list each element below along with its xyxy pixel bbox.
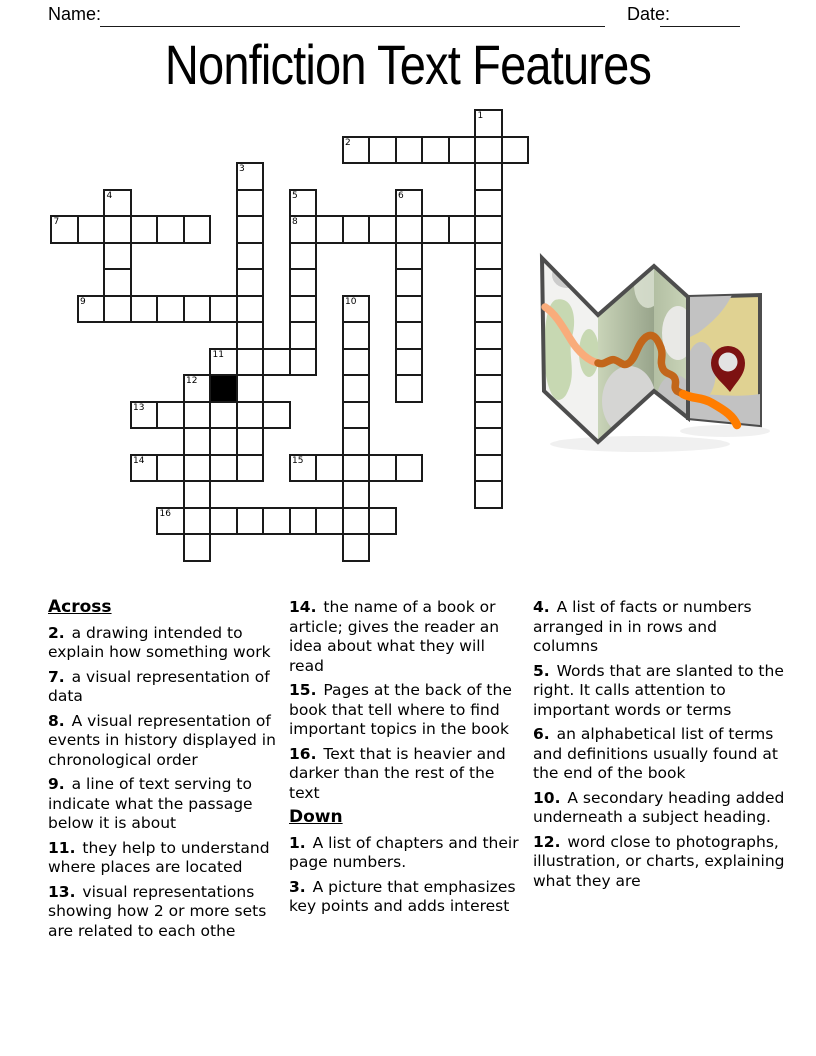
clue-down-12 (533, 833, 785, 892)
grid-cell[interactable] (474, 242, 503, 271)
grid-cell[interactable] (342, 507, 371, 536)
grid-cell[interactable] (156, 454, 185, 483)
grid-cell[interactable] (395, 454, 424, 483)
grid-cell[interactable] (289, 215, 318, 244)
grid-cell[interactable] (183, 480, 212, 509)
grid-cell[interactable] (183, 427, 212, 456)
grid-cell[interactable] (474, 189, 503, 218)
clue-text: Text that is heavier and darker than the rest of the text (289, 744, 506, 802)
location-pin-hole (719, 353, 738, 372)
clue-text: an alphabetical list of terms and definitions usually found at the end of the book (533, 725, 778, 782)
grid-cell[interactable] (474, 162, 503, 191)
grid-cell[interactable] (474, 454, 503, 483)
grid-cell[interactable] (289, 348, 318, 377)
date-label: Date: (627, 4, 671, 24)
grid-cell[interactable] (315, 507, 344, 536)
grid-cell[interactable] (156, 401, 185, 430)
grid-cell[interactable] (103, 295, 132, 324)
clue-number: 9. (48, 775, 65, 793)
grid-cell[interactable] (342, 427, 371, 456)
grid-cell[interactable] (183, 454, 212, 483)
grid-cell[interactable] (289, 507, 318, 536)
date-input-line[interactable] (660, 8, 740, 27)
across-header: Across (48, 597, 112, 617)
clues-column-2 (289, 598, 521, 922)
clue-text: the name of a book or article; gives the reader an idea about what they will read (289, 598, 500, 675)
clue-across-8 (48, 712, 280, 771)
grid-cell[interactable] (289, 189, 318, 218)
grid-cell[interactable] (421, 215, 450, 244)
grid-cell[interactable] (236, 189, 265, 218)
cell-number: 15 (292, 455, 304, 466)
grid-cell[interactable] (156, 215, 185, 244)
grid-cell[interactable] (289, 242, 318, 271)
cell-number: 9 (80, 296, 86, 307)
grid-cell[interactable] (474, 427, 503, 456)
grid-cell[interactable] (262, 348, 291, 377)
grid-cell[interactable] (342, 480, 371, 509)
grid-cell[interactable] (474, 401, 503, 430)
grid-cell[interactable] (236, 374, 265, 403)
grid-cell[interactable] (474, 109, 503, 138)
grid-cell[interactable] (156, 295, 185, 324)
cell-number: 4 (106, 190, 113, 201)
clue-number: 12. (533, 832, 561, 851)
map-gray-patch (686, 342, 716, 400)
grid-cell[interactable] (342, 215, 371, 244)
clue-number: 4. (533, 598, 550, 616)
grid-cell[interactable] (156, 507, 185, 536)
cell-number: 2 (345, 137, 351, 148)
clues-column-1 (48, 598, 280, 946)
clue-across-11 (48, 839, 280, 878)
clue-number: 10. (533, 788, 561, 807)
grid-cell[interactable] (103, 215, 132, 244)
cell-number: 16 (159, 508, 171, 519)
grid-cell[interactable] (236, 215, 265, 244)
grid-cell[interactable] (342, 295, 371, 324)
cell-number: 3 (239, 164, 245, 174)
clue-number: 3. (289, 877, 306, 896)
clue-across-14 (289, 598, 521, 676)
clue-across-13 (48, 883, 280, 942)
name-input-line[interactable] (100, 8, 605, 27)
grid-cell[interactable] (342, 348, 371, 377)
grid-cell[interactable] (209, 401, 238, 430)
clue-text: A list of chapters and their page numbers. (289, 833, 519, 871)
grid-cell[interactable] (262, 401, 291, 430)
grid-cell[interactable] (289, 321, 318, 350)
grid-cell[interactable] (236, 321, 265, 350)
grid-cell[interactable] (236, 295, 265, 324)
clues-column-3 (533, 598, 785, 896)
clue-text: A secondary heading added underneath a subject heading. (533, 788, 785, 826)
grid-cell[interactable] (183, 507, 212, 536)
page-title: Nonfiction Text Features (164, 33, 652, 96)
clue-text: A picture that emphasizes key points and adds interest (289, 877, 516, 915)
grid-cell[interactable] (395, 136, 424, 165)
clue-across-16 (289, 745, 521, 804)
grid-cell[interactable] (368, 507, 397, 536)
map-shadow (550, 436, 730, 452)
map-shadow (680, 425, 770, 437)
grid-cell[interactable] (209, 454, 238, 483)
grid-cell[interactable] (474, 295, 503, 324)
clue-text: A list of facts or numbers arranged in in rows and columns (533, 598, 752, 655)
grid-cell[interactable] (395, 242, 424, 271)
clue-number: 6. (533, 725, 550, 743)
grid-cell[interactable] (342, 454, 371, 483)
clue-across-9 (48, 775, 280, 834)
grid-cell[interactable] (342, 533, 371, 562)
map-gray-patch (602, 366, 656, 436)
grid-cell-blocked (209, 374, 238, 403)
grid-cell[interactable] (342, 374, 371, 403)
cell-number: 1 (477, 111, 484, 121)
cell-number: 12 (186, 376, 198, 386)
clue-down-5 (533, 662, 785, 721)
grid-cell[interactable] (103, 189, 132, 218)
grid-cell[interactable] (342, 401, 371, 430)
clue-across-15 (289, 681, 521, 740)
grid-cell[interactable] (183, 295, 212, 324)
grid-cell[interactable] (501, 136, 530, 165)
cell-number: 10 (345, 296, 357, 307)
grid-cell[interactable] (368, 136, 397, 165)
clue-text: A visual representation of events in history displayed in chronological order (48, 711, 276, 769)
grid-cell[interactable] (130, 401, 159, 430)
clue-down-4 (533, 598, 785, 657)
grid-cell[interactable] (395, 374, 424, 403)
grid-cell[interactable] (130, 454, 159, 483)
clue-number: 16. (289, 744, 317, 763)
clue-number: 2. (48, 623, 65, 642)
grid-cell[interactable] (77, 295, 106, 324)
grid-cell[interactable] (395, 215, 424, 244)
clue-text: they help to understand where places are located (48, 838, 270, 876)
grid-cell[interactable] (315, 215, 344, 244)
clue-text: a drawing intended to explain how something work (48, 623, 271, 661)
clue-text: a visual representation of data (48, 667, 270, 705)
clue-number: 7. (48, 667, 65, 686)
map-illustration (525, 245, 775, 455)
grid-cell[interactable] (236, 401, 265, 430)
grid-cell[interactable] (262, 507, 291, 536)
grid-cell[interactable] (130, 215, 159, 244)
grid-cell[interactable] (474, 480, 503, 509)
clue-text: Words that are slanted to the right. It calls attention to important words or terms (533, 661, 784, 719)
grid-cell[interactable] (315, 454, 344, 483)
grid-cell[interactable] (236, 242, 265, 271)
grid-cell[interactable] (236, 162, 265, 191)
grid-cell[interactable] (183, 374, 212, 403)
cell-number: 5 (292, 190, 298, 201)
cell-number: 6 (398, 190, 404, 201)
down-header: Down (289, 807, 343, 827)
grid-cell[interactable] (289, 295, 318, 324)
grid-cell[interactable] (183, 215, 212, 244)
grid-cell[interactable] (77, 215, 106, 244)
grid-cell[interactable] (474, 374, 503, 403)
grid-cell[interactable] (448, 215, 477, 244)
grid-cell[interactable] (236, 507, 265, 536)
grid-cell[interactable] (395, 189, 424, 218)
clue-number: 5. (533, 661, 550, 680)
clue-number: 15. (289, 681, 317, 699)
clue-number: 11. (48, 838, 76, 857)
clue-text: visual representations showing how 2 or more sets are related to each othe (48, 882, 267, 940)
grid-cell[interactable] (209, 295, 238, 324)
cell-number: 7 (53, 217, 60, 227)
grid-cell[interactable] (395, 348, 424, 377)
clue-number: 14. (289, 598, 317, 616)
clue-across-7 (48, 668, 280, 707)
grid-cell[interactable] (183, 401, 212, 430)
grid-cell[interactable] (289, 268, 318, 297)
clue-number: 8. (48, 711, 65, 730)
grid-cell[interactable] (474, 348, 503, 377)
grid-cell[interactable] (236, 454, 265, 483)
clue-number: 1. (289, 833, 306, 852)
grid-cell[interactable] (421, 136, 450, 165)
grid-cell[interactable] (130, 295, 159, 324)
grid-cell[interactable] (236, 427, 265, 456)
grid-cell[interactable] (448, 136, 477, 165)
clue-down-3 (289, 878, 521, 917)
clue-down-1 (289, 834, 521, 873)
clue-number: 13. (48, 882, 76, 901)
grid-cell[interactable] (474, 136, 503, 165)
clue-text: Pages at the back of the book that tell where to find important topics in the book (289, 681, 512, 738)
clue-text: a line of text serving to indicate what the passage below it is about (48, 775, 253, 832)
grid-cell[interactable] (50, 215, 79, 244)
grid-cell[interactable] (395, 295, 424, 324)
name-label: Name: (48, 4, 102, 24)
grid-cell[interactable] (183, 533, 212, 562)
grid-cell[interactable] (103, 268, 132, 297)
cell-number: 13 (133, 402, 145, 413)
grid-cell[interactable] (209, 507, 238, 536)
grid-cell[interactable] (342, 136, 371, 165)
cell-number: 11 (212, 349, 224, 360)
grid-cell[interactable] (236, 348, 265, 377)
grid-cell[interactable] (395, 268, 424, 297)
cell-number: 14 (133, 455, 145, 466)
grid-cell[interactable] (368, 454, 397, 483)
grid-cell[interactable] (209, 348, 238, 377)
cell-number: 8 (292, 217, 298, 227)
grid-cell[interactable] (342, 321, 371, 350)
grid-cell[interactable] (474, 321, 503, 350)
map-green-blob (544, 299, 574, 400)
grid-cell[interactable] (103, 242, 132, 271)
grid-cell[interactable] (368, 215, 397, 244)
clue-down-10 (533, 789, 785, 828)
grid-cell[interactable] (395, 321, 424, 350)
grid-cell[interactable] (474, 215, 503, 244)
clue-across-2 (48, 624, 280, 663)
clue-down-6 (533, 725, 785, 784)
grid-cell[interactable] (236, 268, 265, 297)
grid-cell[interactable] (289, 454, 318, 483)
grid-cell[interactable] (474, 268, 503, 297)
clue-text: word close to photographs, illustration, or charts, explaining what they are (533, 832, 785, 890)
